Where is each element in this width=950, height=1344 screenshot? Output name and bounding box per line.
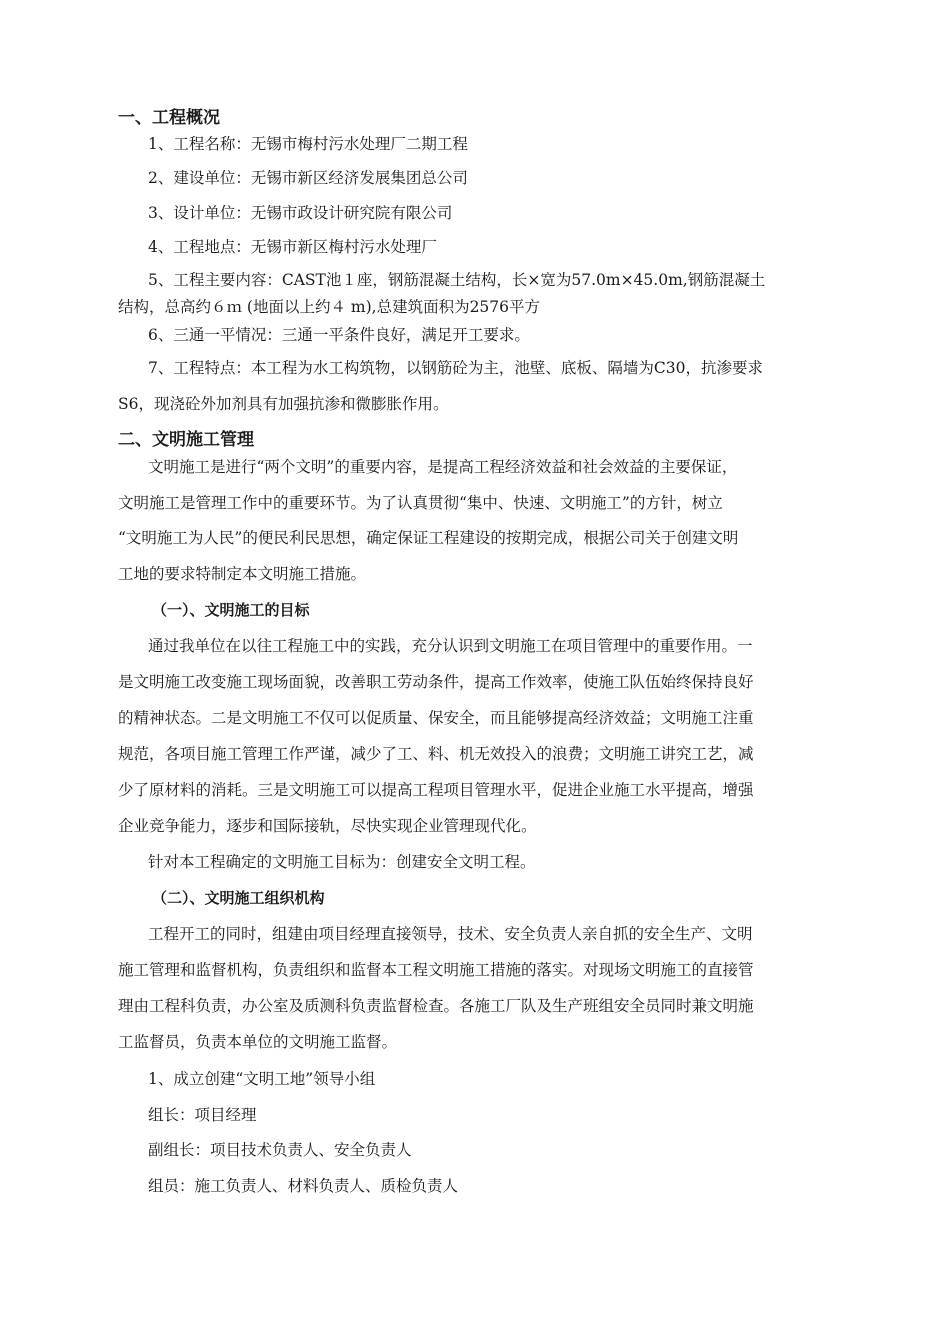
paragraph-line: 通过我单位在以往工程施工中的实践，充分认识到文明施工在项目管理中的重要作用。一 [148, 637, 753, 655]
paragraph-line: 施工管理和监督机构，负责组织和监督本工程文明施工措施的落实。对现场文明施工的直接管 [118, 961, 754, 979]
paragraph-line: 1、工程名称：无锡市梅村污水处理厂二期工程 [148, 135, 468, 153]
section-heading: 二、文明施工管理 [118, 430, 254, 450]
paragraph-line: 企业竞争能力，逐步和国际接轨，尽快实现企业管理现代化。 [118, 817, 537, 835]
paragraph-line: 4、工程地点：无锡市新区梅村污水处理厂 [148, 238, 437, 256]
paragraph-line: 少了原材料的消耗。三是文明施工可以提高工程项目管理水平，促进企业施工水平提高，增强 [118, 781, 754, 799]
paragraph-line: 副组长：项目技术负责人、安全负责人 [148, 1141, 412, 1159]
paragraph-line: 6、三通一平情况：三通一平条件良好，满足开工要求。 [148, 326, 530, 344]
paragraph-line: 组长：项目经理 [148, 1106, 257, 1124]
paragraph-line: 组员：施工负责人、材料负责人、质检负责人 [148, 1177, 459, 1195]
paragraph-line: “文明施工为人民”的便民利民思想，确定保证工程建设的按期完成，根据公司关于创建文明 [118, 529, 739, 547]
paragraph-line: 工程开工的同时，组建由项目经理直接领导，技术、安全负责人亲自抓的安全生产、文明 [148, 925, 753, 943]
paragraph-line: 1、成立创建“文明工地”领导小组 [148, 1070, 376, 1088]
paragraph-line: 结构，总高约６ｍ (地面以上约４ m),总建筑面积为2576平方 [118, 298, 541, 316]
paragraph-line: 工地的要求特制定本文明施工措施。 [118, 565, 367, 583]
paragraph-line: 文明施工是管理工作中的重要环节。为了认真贯彻“集中、快速、文明施工”的方针，树立 [118, 494, 723, 512]
paragraph-line: 针对本工程确定的文明施工目标为：创建安全文明工程。 [148, 853, 536, 871]
section-heading: 一、工程概况 [118, 108, 220, 128]
paragraph-line: 3、设计单位：无锡市政设计研究院有限公司 [148, 204, 453, 222]
paragraph-line: 工监督员，负责本单位的文明施工监督。 [118, 1033, 398, 1051]
paragraph-line: 2、建设单位：无锡市新区经济发展集团总公司 [148, 169, 468, 187]
paragraph-line: 5、工程主要内容：CAST池１座，钢筋混凝土结构，长×宽为57.0m×45.0m,钢筋混凝土 [148, 271, 766, 289]
paragraph-line: 规范，各项目施工管理工作严谨，减少了工、料、机无效投入的浪费；文明施工讲究工艺，减 [118, 745, 754, 763]
paragraph-line: 的精神状态。二是文明施工不仅可以促质量、保安全，而且能够提高经济效益；文明施工注重 [118, 709, 754, 727]
paragraph-line: S6，现浇砼外加剂具有加强抗渗和微膨胀作用。 [118, 395, 449, 413]
subsection-heading: （一）、文明施工的目标 [152, 601, 310, 619]
paragraph-line: 是文明施工改变施工现场面貌，改善职工劳动条件，提高工作效率，使施工队伍始终保持良好 [118, 673, 754, 691]
subsection-heading: （二）、文明施工组织机构 [152, 889, 325, 907]
paragraph-line: 理由工程科负责，办公室及质测科负责监督检查。各施工厂队及生产班组安全员同时兼文明施 [118, 997, 754, 1015]
paragraph-line: 文明施工是进行“两个文明”的重要内容，是提高工程经济效益和社会效益的主要保证， [148, 458, 738, 476]
paragraph-line: 7、工程特点：本工程为水工构筑物，以钢筋砼为主，池壁、底板、隔墙为C30，抗渗要求 [148, 359, 763, 377]
